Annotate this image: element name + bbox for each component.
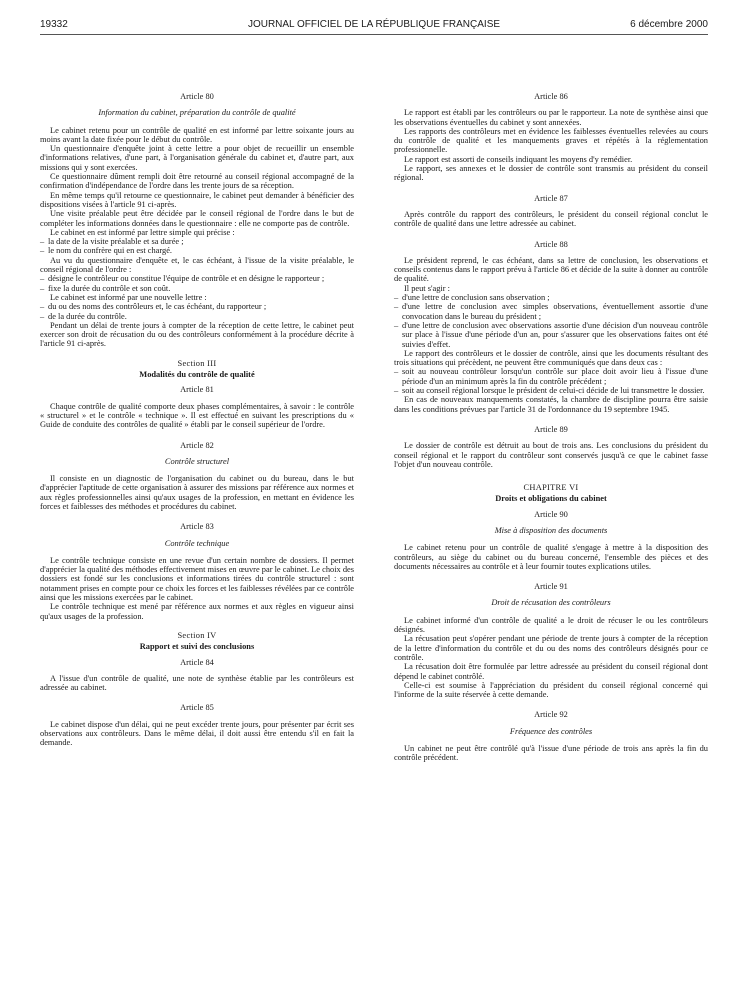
section-3-title: Modalités du contrôle de qualité: [139, 370, 255, 380]
paragraph: Le rapport, ses annexes et le dossier de contrôle sont transmis au président du conseil régional.: [394, 164, 708, 183]
paragraph: La récusation doit être formulée par lettre adressée au président du conseil régional dont dépend le cabinet contrôlé.: [394, 662, 708, 681]
paragraph: Une visite préalable peut être décidée par le conseil régional de l'ordre dans le but de compléter les informations données dans le questionnaire : elle ne comporte pas de contrôle.: [40, 209, 354, 228]
article-85-heading: Article 85: [180, 703, 214, 713]
paragraph: Le cabinet retenu pour un contrôle de qualité s'engage à mettre à la disposition des contrôleurs, au siège du cabinet ou du bureau concerné, l'ensemble des pièces et des documents nécessaires au contrôle et à leur fournir toutes explications utiles.: [394, 543, 708, 571]
article-83-subtitle: Contrôle technique: [164, 538, 230, 548]
article-90-subtitle: Mise à disposition des documents: [494, 525, 608, 535]
page-header: [40, 18, 708, 35]
paragraph: Ce questionnaire dûment rempli doit être retourné au conseil régional accompagné de la confirmation d'indépendance de l'ordre dans les trente jours de sa réception.: [40, 172, 354, 191]
article-82-heading: Article 82: [180, 440, 214, 450]
article-92-heading: Article 92: [534, 710, 568, 720]
paragraph: Le rapport est établi par les contrôleurs ou par le rapporteur. La note de synthèse ainsi que les observations éventuelles du cabinet y sont annexées.: [394, 108, 708, 127]
list-item: – désigne le contrôleur ou constitue l'équipe de contrôle et en désigne le rapporteur ;: [40, 274, 354, 283]
article-89-heading: Article 89: [534, 424, 568, 434]
chapter-6-title: Droits et obligations du cabinet: [495, 494, 607, 504]
list-item: – le nom du confrère qui en est chargé.: [40, 246, 354, 255]
paragraph: Celle-ci est soumise à l'appréciation du président du conseil régional concerné qui l'informe de la suite réservée à cette demande.: [394, 680, 708, 700]
paragraph: La récusation peut s'opérer pendant une période de trente jours à compter de la réception de la lettre d'information du contrôle et du ou des noms des contrôleurs désignés pour ce contrôle.: [394, 634, 708, 662]
list-item: – d'une lettre de conclusion sans observation ;: [394, 293, 708, 302]
article-88-heading: Article 88: [534, 239, 568, 249]
paragraph: Le dossier de contrôle est détruit au bout de trois ans. Les conclusions du président du conseil régional et le rapport du contrôleur sont conservés jusqu'à ce que le cabinet fasse l'objet d'un nouveau contrôle.: [394, 441, 708, 469]
paragraph: Il consiste en un diagnostic de l'organisation du cabinet ou du bureau, dans le but d'apprécier l'aptitude de cette organisation à assurer des missions par référence aux normes et aux règles professionnelles ainsi qu'aux usages de la profession, en mettant en évidence les forces et faiblesses des méthodes et procédures du cabinet.: [40, 474, 354, 511]
list-item: – soit au nouveau contrôleur lorsqu'un contrôle sur place doit avoir lieu à l'issue d'une période d'un an minimum après la fin du contrôle précédent ;: [394, 367, 708, 386]
paragraph: Le cabinet retenu pour un contrôle de qualité en est informé par lettre soixante jours au moins avant la date fixée pour le début du contrôle.: [40, 125, 354, 144]
list-item: – d'une lettre de conclusion avec simples observations, éventuellement assortie d'une convocation dans le bureau du président ;: [394, 302, 708, 321]
paragraph: Le contrôle technique consiste en une revue d'un certain nombre de dossiers. Il permet d'apprécier la qualité des méthodes effectivement mises en œuvre par le cabinet. Le choix des dossiers est fondé sur les conclusions et informations tirées du contrôle structurel : sont notamment prises en compte pour ce choix les forces et les faiblesses révélées par ce contrôle ainsi que les missions exercées par le cabinet.: [40, 555, 354, 603]
article-80-heading: Article 80: [180, 92, 214, 101]
article-91-subtitle: Droit de récusation des contrôleurs: [491, 598, 611, 608]
left-column: [40, 92, 354, 748]
paragraph: Le rapport est assorti de conseils indiquant les moyens d'y remédier.: [404, 154, 633, 164]
chapter-6-heading: CHAPITRE VI: [523, 483, 579, 493]
section-4-title: Rapport et suivi des conclusions: [139, 642, 255, 652]
paragraph: Il peut s'agir :: [404, 283, 450, 293]
list-item: – de la durée du contrôle.: [40, 312, 354, 321]
list-item: – fixe la durée du contrôle et son coût.: [40, 284, 354, 293]
page-number: 19332: [40, 19, 68, 30]
paragraph: Chaque contrôle de qualité comporte deux phases complémentaires, à savoir : le contrôle « structurel » et le contrôle « technique ». Il est effectué en suivant les prescriptions du « Guide de conduite des contrôles de qualité » établi par le conseil supérieur de l'ordre.: [40, 401, 354, 430]
list-item: – d'une lettre de conclusion avec observations assortie d'une décision d'un nouveau contrôle sur place à l'issue d'une période d'un an, pour s'assurer que les observations faites ont été suivies d'effet.: [394, 321, 708, 349]
right-column: [394, 92, 708, 763]
section-4-heading: Section IV: [177, 630, 217, 640]
article-80-subtitle: Information du cabinet, préparation du contrôle de qualité: [98, 108, 296, 118]
paragraph: Le président reprend, le cas échéant, dans sa lettre de conclusion, les observations et conseils contenus dans le rapport prévu à l'article 86 et décide de la suite à donner au contrôle de qualité.: [394, 255, 708, 284]
article-91-heading: Article 91: [534, 582, 568, 592]
article-87-heading: Article 87: [534, 193, 568, 203]
paragraph: Au vu du questionnaire d'enquête et, le cas échéant, à l'issue de la visite préalable, le conseil régional de l'ordre :: [40, 255, 354, 275]
paragraph: Un questionnaire d'enquête joint à cette lettre a pour objet de recueillir un ensemble d'informations relatives, d'une part, à l'organisation générale du cabinet et, d'autre part, aux missions qui y sont exercées.: [40, 144, 354, 172]
paragraph: Le cabinet est informé par une nouvelle lettre :: [50, 292, 207, 302]
paragraph: Le rapport des contrôleurs et le dossier de contrôle, ainsi que les documents résultant des trois situations qui précèdent, ne peuvent être communiqués que dans deux cas :: [394, 348, 708, 368]
paragraph: Pendant un délai de trente jours à compter de la réception de cette lettre, le cabinet peut exercer son droit de récusation du ou des contrôleurs conformément à la procédure décrite à l'article 91 ci-après.: [40, 320, 354, 349]
paragraph: En même temps qu'il retourne ce questionnaire, le cabinet peut demander à bénéficier des dispositions visées à l'article 91 ci-après.: [40, 190, 354, 209]
paragraph: Le cabinet en est informé par lettre simple qui précise :: [50, 227, 235, 237]
list-item: – soit au conseil régional lorsque le président de celui-ci décide de lui transmettre le dossier.: [394, 386, 708, 395]
section-3-heading: Section III: [177, 358, 217, 368]
issue-date: 6 décembre 2000: [630, 19, 708, 30]
paragraph: En cas de nouveaux manquements constatés, la chambre de discipline pourra être saisie dans les conditions prévues par l'article 31 de l'ordonnance du 19 septembre 1945.: [394, 395, 708, 414]
article-84-heading: Article 84: [180, 657, 214, 667]
paragraph: Les rapports des contrôleurs met en évidence les faiblesses éventuelles relevées au cours du contrôle de qualité et les manquements graves et répétés à la réglementation professionnelle.: [394, 126, 708, 155]
article-81-heading: Article 81: [180, 385, 214, 395]
paragraph: Après contrôle du rapport des contrôleurs, le président du conseil régional conclut le contrôle de qualité dans une lettre adressée au cabinet.: [394, 209, 708, 229]
article-92-subtitle: Fréquence des contrôles: [509, 726, 593, 736]
article-86-heading: Article 86: [534, 92, 568, 101]
paragraph: Le cabinet informé d'un contrôle de qualité a le droit de récuser le ou les contrôleurs désignés.: [394, 615, 708, 635]
paragraph: Le contrôle technique est mené par référence aux normes et aux règles en vigueur ainsi qu'aux usages de la profession.: [40, 602, 354, 621]
list-item: – du ou des noms des contrôleurs et, le cas échéant, du rapporteur ;: [40, 302, 354, 311]
article-82-subtitle: Contrôle structurel: [164, 456, 230, 466]
paragraph: A l'issue d'un contrôle de qualité, une note de synthèse établie par les contrôleurs est adressée au cabinet.: [40, 673, 354, 693]
paragraph: Un cabinet ne peut être contrôlé qu'à l'issue d'une période de trois ans après la fin du contrôle précédent.: [394, 744, 708, 763]
article-90-heading: Article 90: [534, 509, 568, 519]
article-83-heading: Article 83: [180, 522, 214, 532]
journal-title: JOURNAL OFFICIEL DE LA RÉPUBLIQUE FRANÇAISE: [247, 19, 501, 30]
list-item: – la date de la visite préalable et sa durée ;: [40, 237, 354, 246]
paragraph: Le cabinet dispose d'un délai, qui ne peut excéder trente jours, pour présenter par écrit ses observations aux contrôleurs. Dans le même délai, il doit aussi être entendu s'il en fait la demande.: [40, 719, 354, 748]
